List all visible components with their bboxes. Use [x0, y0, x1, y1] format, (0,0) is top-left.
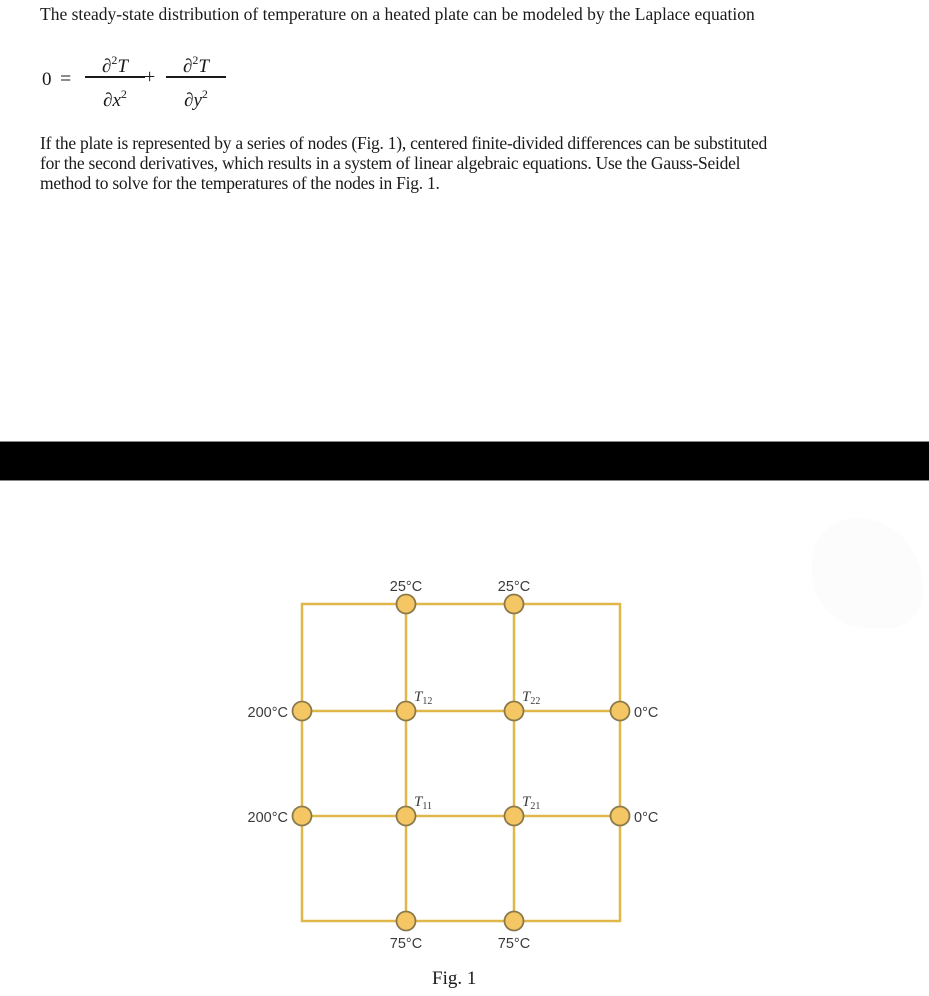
fraction-numerator: ∂$^2$T — [183, 53, 209, 77]
plate-outline — [302, 604, 620, 921]
node-left-upper — [293, 702, 312, 721]
redaction-bar — [0, 441, 929, 481]
plate-node-diagram — [0, 500, 929, 960]
node-bottom-left — [397, 912, 416, 931]
node-bottom-right — [505, 912, 524, 931]
laplace-equation — [40, 44, 340, 114]
label-top-right: 25°C — [497, 579, 531, 595]
label-t21: $T_{21}$ — [522, 794, 541, 812]
paragraph-line: for the second derivatives, which results in a system of linear algebraic equations. Use the Gauss-Seidel — [40, 153, 741, 173]
label-t11: $T_{11}$ — [414, 794, 432, 812]
label-right-upper: 0°C — [634, 705, 659, 721]
node-t22 — [505, 702, 524, 721]
node-top-right — [505, 595, 524, 614]
fraction-d2t-dy2 — [166, 44, 226, 110]
problem-paragraph — [40, 133, 900, 193]
node-left-lower — [293, 807, 312, 826]
label-bottom-left: 75°C — [389, 936, 423, 952]
grid-lines — [302, 604, 620, 921]
fraction-bar — [85, 76, 145, 78]
paragraph-line: method to solve for the temperatures of the nodes in Fig. 1. — [40, 173, 440, 193]
label-t12: $T_{12}$ — [414, 689, 433, 707]
label-t22: $T_{22}$ — [522, 689, 541, 707]
node-right-lower — [611, 807, 630, 826]
label-bottom-right: 75°C — [497, 936, 531, 952]
label-left-lower: 200°C — [247, 810, 288, 826]
paragraph-line: If the plate is represented by a series of nodes (Fig. 1), centered finite-divided differences can be substituted — [40, 133, 768, 153]
label-top-left: 25°C — [389, 579, 423, 595]
figure-caption: Fig. 1 — [432, 968, 477, 989]
intro-text: The steady-state distribution of temperature on a heated plate can be modeled by the Laplace equation — [40, 4, 755, 24]
label-left-upper: 200°C — [247, 705, 288, 721]
fraction-bar — [166, 76, 226, 78]
equation-lhs: 0 — [42, 69, 52, 90]
equation-equals: = — [60, 68, 72, 90]
fraction-d2t-dx2 — [85, 44, 145, 110]
node-right-upper — [611, 702, 630, 721]
node-t12 — [397, 702, 416, 721]
node-t21 — [505, 807, 524, 826]
fraction-numerator: ∂$^2$T — [102, 53, 128, 77]
fraction-denominator: $\partial x^2$ — [103, 86, 127, 111]
node-top-left — [397, 595, 416, 614]
node-t11 — [397, 807, 416, 826]
equation-plus: + — [144, 66, 156, 88]
label-right-lower: 0°C — [634, 810, 659, 826]
fraction-denominator: $\partial y^2$ — [184, 86, 208, 111]
